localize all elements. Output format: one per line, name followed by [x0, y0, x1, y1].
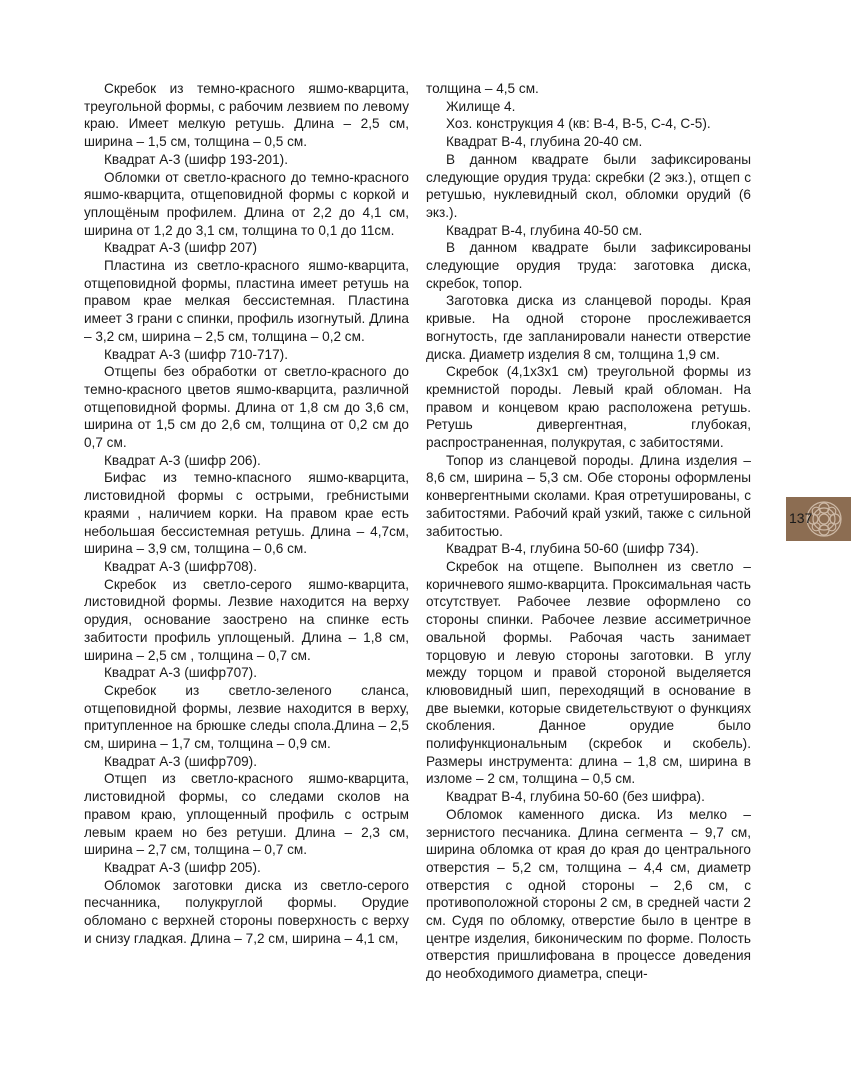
paragraph: Топор из сланцевой породы. Длина изделия – 8,6 см, ширина – 5,3 см. Обе стороны оформлены конвергентными сколами. Края отретушированы, с забитостями. Рабочий край узкий, также с сильной забитостью.	[426, 452, 751, 539]
paragraph: Обломок каменного диска. Из мелко – зернистого песчаника. Длина сегмента – 9,7 см, ширина обломка от края до края до центрального отверстия – 5,2 см, толщина – 4,4 см, диаметр отверстия с одной стороны – 2,6 см, с противоположной стороны 2 см, в средней части 2 см. Судя по обломку, отверстие было в центре в центре изделия, биконическим по форме. Полость отверстия пришлифована в процессе доведения до необходимого диаметра, специ-	[426, 806, 751, 982]
paragraph: Скребок из светло-зеленого сланса, отщеповидной формы, лезвие находится в верху, притупленное на брюшке следы спола.Длина – 2,5 см, ширина – 1,7 см, толщина – 0,9 см.	[84, 682, 409, 752]
section-heading: Квадрат А-3 (шифр 710-717).	[104, 346, 288, 362]
section-heading: Квадрат А-3 (шифр 207)	[104, 240, 257, 256]
section-heading: Квадрат А-3 (шифр 206).	[104, 452, 261, 468]
section-heading: Квадрат А-3 (шифр709).	[104, 753, 257, 769]
paragraph: Скребок из светло-серого яшмо-кварцита, листовидной формы. Лезвие находится на верху орудия, основание заострено на спинке есть забитости профиль уплощеный. Длина – 1,8 см, ширина – 2,5 см , толщина – 0,7 см.	[84, 576, 409, 663]
section-heading: Жилище 4.	[446, 98, 516, 114]
left-text-column	[84, 80, 409, 947]
paragraph: Скребок на отщепе. Выполнен из светло – коричневого яшмо-кварцита. Проксимальная часть отсутствует. Рабочее лезвие оформлено со стороны спинки. Рабочее лезвие ассиметричное овальной формы. Рабочая часть занимает торцовую и левую стороны заготовки. В углу между торцом и правой стороной выделяется клювовидный шип, переходящий в основание в две выемки, которые свидетельствуют о функциях скобления. Данное орудие было полифункциональным (скребок и скобель). Размеры инструмента: длина – 1,8 см, ширина в изломе – 2 см, толщина – 0,5 см.	[426, 558, 751, 787]
right-text-column	[426, 80, 751, 983]
paragraph: Скребок (4,1х3х1 см) треугольной формы из кремнистой породы. Левый край обломан. На правом и концевом краю расположена ретушь. Ретушь дивергентная, глубокая, распространенная, полукрутая, с забитостями.	[426, 364, 751, 451]
section-heading: Квадрат В-4, глубина 20-40 см.	[446, 134, 643, 150]
section-heading: Хоз. конструкция 4 (кв: В-4, В-5, С-4, С-5).	[446, 116, 711, 132]
section-heading: Квадрат А-3 (шифр 193-201).	[104, 151, 288, 167]
page-number: 137	[789, 510, 813, 526]
section-heading: Квадрат В-4, глубина 50-60 (без шифра).	[446, 789, 705, 805]
section-heading: Квадрат А-3 (шифр 205).	[104, 859, 261, 875]
section-heading: Квадрат А-3 (шифр708).	[104, 558, 257, 574]
paragraph: Обломки от светло-красного до темно-красного яшмо-кварцита, отщеповидной формы с коркой и уплощёным профилем. Длина от 2,2 до 4,1 см, ширина от 1,2 до 3,1 см, толщина то 0,1 до 11см.	[84, 169, 409, 238]
section-heading: Квадрат А-3 (шифр707).	[104, 665, 257, 681]
page-number-tab	[786, 497, 851, 541]
section-heading: Квадрат В-4, глубина 50-60 (шифр 734).	[446, 541, 699, 557]
paragraph-continuation: толщина – 4,5 см.	[426, 81, 539, 96]
paragraph: Скребок из темно-красного яшмо-кварцита, треугольной формы, с рабочим лезвием по левому краю. Имеет мелкую ретушь. Длина – 2,5 см, ширина – 1,5 см, толщина – 0,5 см.	[84, 81, 409, 150]
paragraph: Отщеп из светло-красного яшмо-кварцита, листовидной формы, со следами сколов на правом краю, уплощенный профиль с острым левым краем но без ретуши. Длина – 2,3 см, ширина – 2,7 см, толщина – 0,7 см.	[84, 771, 409, 858]
paragraph: Бифас из темно-кпасного яшмо-кварцита, листовидной формы с острыми, гребнистыми краями , наличием корки. На правом крае есть небольшая бессистемная ретушь. Длина – 4,7см, ширина – 3,9 см, толщина – 0,6 см.	[84, 470, 409, 557]
paragraph: Пластина из светло-красного яшмо-кварцита, отщеповидной формы, пластина имеет ретушь на правом крае мелкая бессистемная. Пластина имеет 3 грани с спинки, профиль изогнутый. Длина – 3,2 см, ширина – 2,5 см, толщина – 0,2 см.	[84, 258, 409, 344]
paragraph: Заготовка диска из сланцевой породы. Края кривые. На одной стороне прослеживается вогнутость, где запланировали нанести отверстие диска. Диаметр изделия 8 см, толщина 1,9 см.	[426, 293, 751, 362]
paragraph: Обломок заготовки диска из светло-серого песчанника, полукруглой формы. Орудие обломано с верхней стороны поверхность с верху и снизу гладкая. Длина – 7,2 см, ширина – 4,1 см,	[84, 877, 409, 946]
paragraph: В данном квадрате были зафиксированы следующие орудия труда: заготовка диска, скребок, топор.	[426, 240, 751, 291]
section-heading: Квадрат В-4, глубина 40-50 см.	[446, 222, 643, 238]
paragraph: Отщепы без обработки от светло-красного до темно-красного цветов яшмо-кварцита, различной отщеповидной формы. Длина от 1,8 см до 3,6 см, ширина от 1,5 см до 2,6 см, толщина от 0,2 см до 0,7 см.	[84, 364, 409, 451]
paragraph: В данном квадрате были зафиксированы следующие орудия труда: скребки (2 экз.), отщеп с ретушью, нуклевидный скол, обломки орудий (6 экз.).	[426, 151, 751, 220]
